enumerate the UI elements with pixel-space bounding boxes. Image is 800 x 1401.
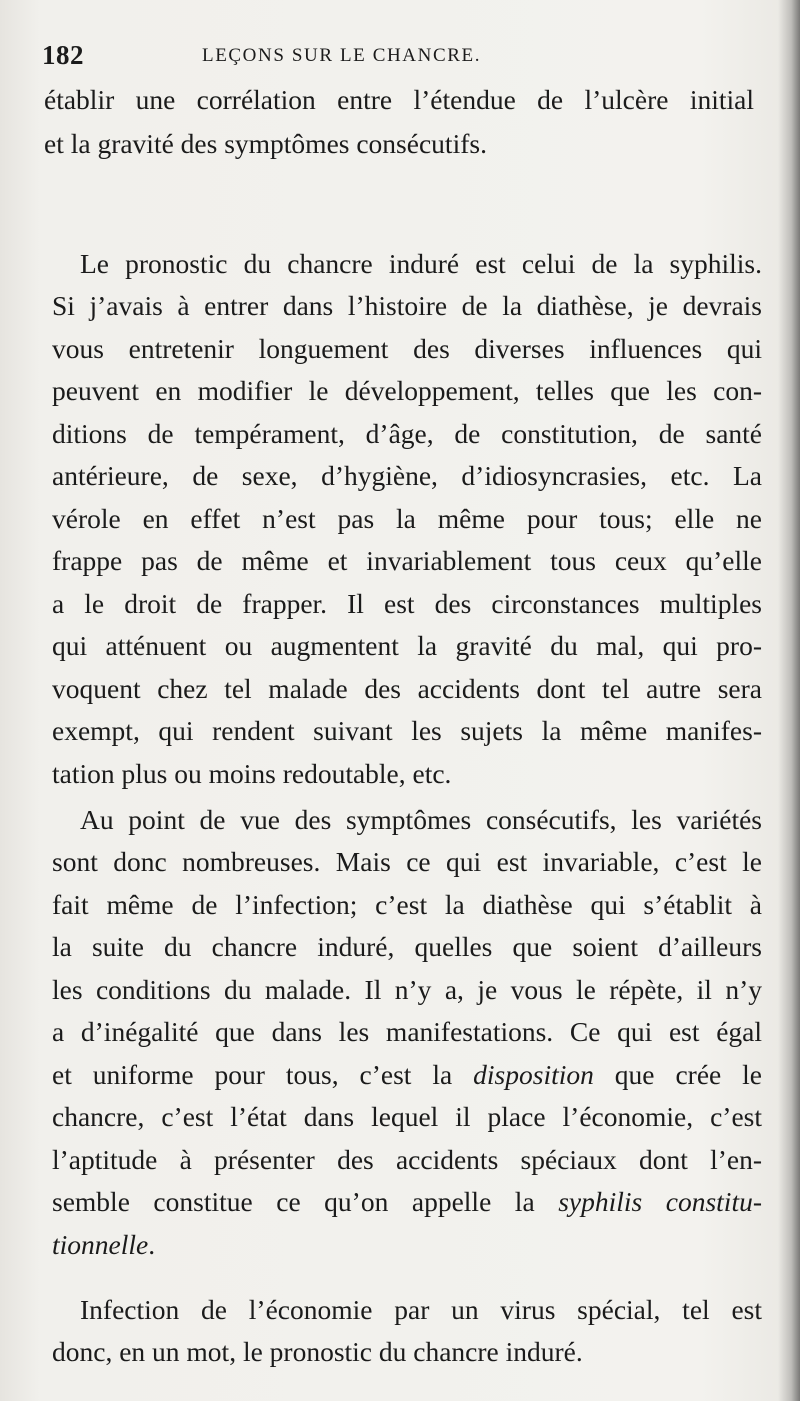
text-line: antérieure, de sexe, d’hygiène, d’idiosyncrasies, etc. La bbox=[52, 460, 762, 491]
text-line: établir une corrélation entre l’étendue de l’ulcère initial bbox=[44, 84, 754, 115]
text-line: fait même de l’infection; c’est la diathèse qui s’établit à bbox=[52, 889, 762, 920]
text-line: sont donc nombreuses. Mais ce qui est invariable, c’est le bbox=[52, 846, 762, 877]
text-line: frappe pas de même et invariablement tous ceux qu’elle bbox=[52, 545, 762, 576]
paragraph-start-line: Au point de vue des symptômes consécutifs, les variétés bbox=[80, 804, 762, 835]
italic-term-disposition: disposition bbox=[473, 1059, 594, 1090]
text-line: ditions de tempérament, d’âge, de constitution, de santé bbox=[52, 418, 762, 449]
page-header bbox=[42, 40, 754, 74]
text-line bbox=[52, 1061, 762, 1089]
page-edge-shadow bbox=[778, 0, 800, 1401]
text-line bbox=[52, 1231, 762, 1259]
text-line: et la gravité des symptômes consécutifs. bbox=[44, 128, 487, 159]
line-segment: que crée le bbox=[593, 1059, 763, 1090]
text-line: peuvent en modifier le développement, telles que les con- bbox=[52, 375, 762, 406]
paragraph-start-line: Le pronostic du chancre induré est celui de la syphilis. bbox=[80, 248, 762, 279]
text-line: donc, en un mot, le pronostic du chancre induré. bbox=[52, 1336, 583, 1367]
text-line: voquent chez tel malade des accidents dont tel autre sera bbox=[52, 673, 762, 704]
line-segment: et uniforme pour tous, c’est la bbox=[52, 1059, 474, 1090]
text-line: chancre, c’est l’état dans lequel il place l’économie, c’est bbox=[52, 1101, 762, 1132]
text-line: tation plus ou moins redoutable, etc. bbox=[52, 758, 452, 789]
text-line: exempt, qui rendent suivant les sujets la même manifes- bbox=[52, 715, 762, 746]
page-number: 182 bbox=[42, 40, 84, 70]
line-segment: semble constitue ce qu’on appelle la bbox=[52, 1186, 559, 1217]
text-line: a d’inégalité que dans les manifestations. Ce qui est égal bbox=[52, 1016, 762, 1047]
text-line bbox=[52, 1188, 762, 1216]
text-line: les conditions du malade. Il n’y a, je vous le répète, il n’y bbox=[52, 974, 762, 1005]
text-line: Si j’avais à entrer dans l’histoire de la diathèse, je devrais bbox=[52, 290, 762, 321]
text-line: vérole en effet n’est pas la même pour tous; elle ne bbox=[52, 503, 762, 534]
running-head: LEÇONS SUR LE CHANCRE. bbox=[202, 45, 482, 66]
text-line: l’aptitude à présenter des accidents spéciaux dont l’en- bbox=[52, 1144, 762, 1175]
text-line: a le droit de frapper. Il est des circonstances multiples bbox=[52, 588, 762, 619]
text-line: la suite du chancre induré, quelles que soient d’ailleurs bbox=[52, 931, 762, 962]
italic-term-tionnelle: tionnelle bbox=[52, 1229, 149, 1260]
italic-term-syphilis: syphilis constitu- bbox=[558, 1186, 762, 1217]
text-line: qui atténuent ou augmentent la gravité du mal, qui pro- bbox=[52, 630, 762, 661]
line-segment: . bbox=[148, 1229, 156, 1260]
paragraph-start-line: Infection de l’économie par un virus spécial, tel est bbox=[80, 1294, 762, 1325]
text-line: vous entretenir longuement des diverses influences qui bbox=[52, 333, 762, 364]
